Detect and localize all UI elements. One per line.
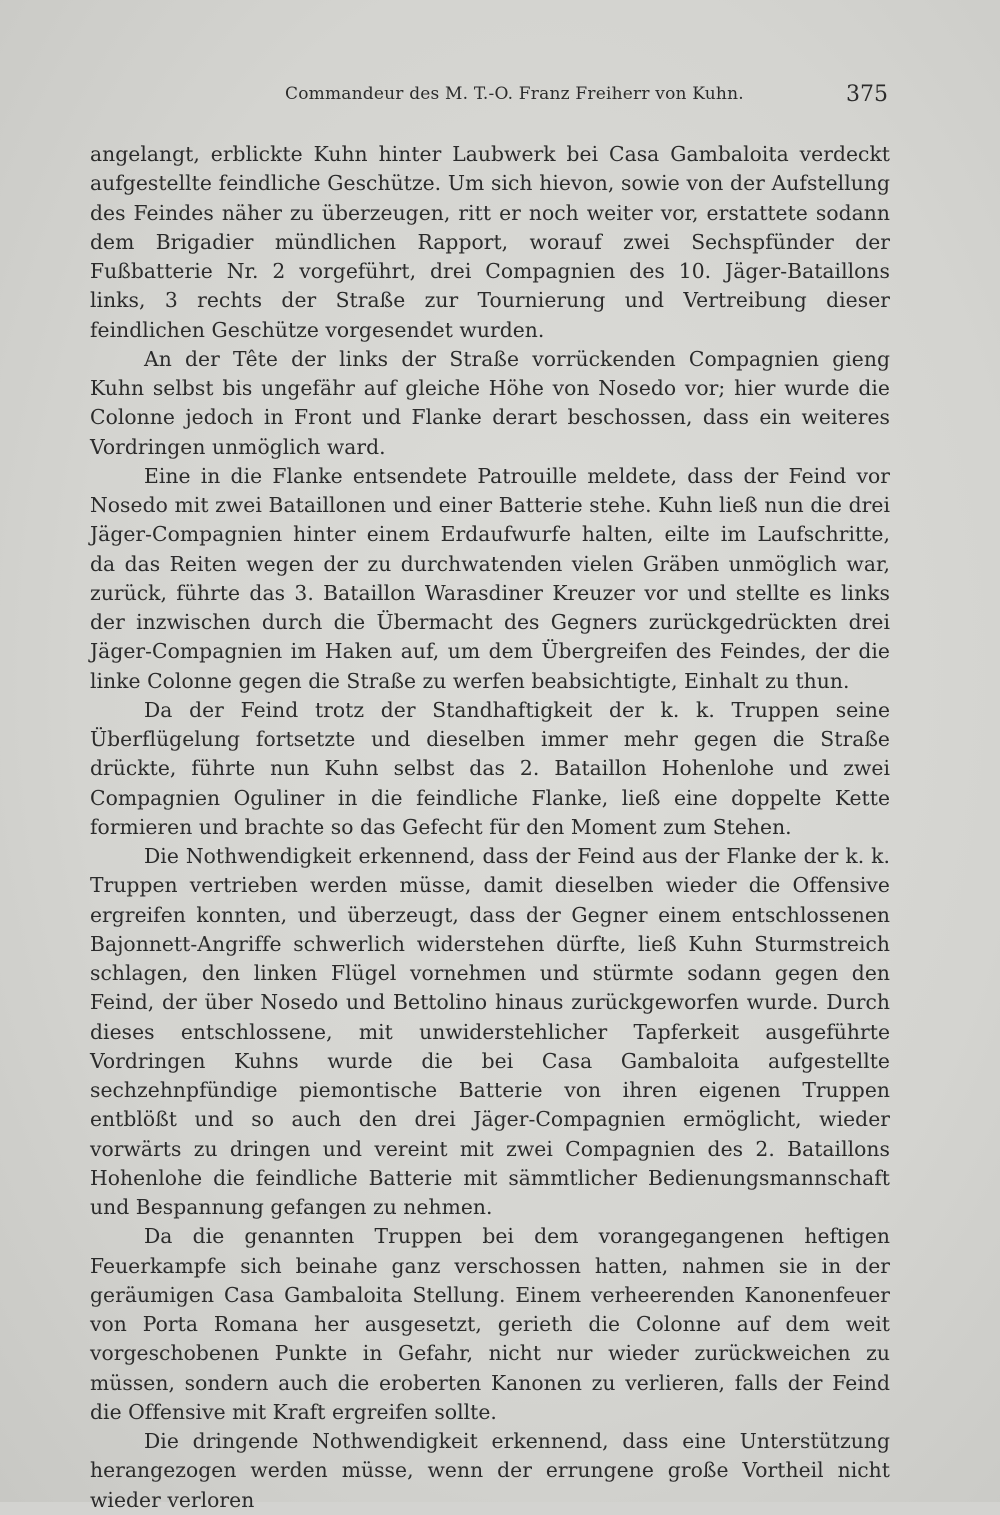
paragraph: Die Nothwendigkeit erkennend, dass der Feind aus der Flanke der k. k. Truppen vertrieben werden müsse, damit dieselben wieder die Offensive ergreifen konnten, und überzeugt, dass der Gegner einem entschlossenen Bajonnett-Angriffe schwerlich widerstehen dürfte, ließ Kuhn Sturmstreich schlagen, den linken Flügel vornehmen und stürmte sodann gegen den Feind, der über Nosedo und Bettolino hinaus zurückgeworfen wurde. Durch dieses entschlossene, mit unwiderstehlicher Tapferkeit ausgeführte Vordringen Kuhns wurde die bei Casa Gambaloita aufgestellte sechzehnpfündige piemontische Batterie von ihren eigenen Truppen entblößt und so auch den drei Jäger-Compagnien ermöglicht, wieder vorwärts zu dringen und vereint mit zwei Compagnien des 2. Bataillons Hohenlohe die feindliche Batterie mit sämmtlicher Bedienungsmannschaft und Bespannung gefangen zu nehmen. bbox=[90, 844, 890, 1219]
paragraph: Eine in die Flanke entsendete Patrouille meldete, dass der Feind vor Nosedo mit zwei Bataillonen und einer Batterie stehe. Kuhn ließ nun die drei Jäger-Compagnien hinter einem Erdaufwurfe halten, eilte im Laufschritte, da das Reiten wegen der zu durchwatenden vielen Gräben unmöglich war, zurück, führte das 3. Bataillon Warasdiner Kreuzer vor und stellte es links der inzwischen durch die Übermacht des Gegners zurückgedrückten drei Jäger-Compagnien im Haken auf, um dem Übergreifen des Feindes, der die linke Colonne gegen die Straße zu werfen beabsichtigte, Einhalt zu thun. bbox=[90, 463, 890, 693]
running-title: Commandeur des M. T.-O. Franz Freiherr von Kuhn. bbox=[285, 84, 744, 104]
page-header bbox=[90, 84, 890, 114]
paragraph: Die dringende Nothwendigkeit erkennend, dass eine Unterstützung herangezogen werden müsse, wenn der errungene große Vortheil nicht wieder verloren bbox=[90, 1429, 890, 1512]
paragraph: angelangt, erblickte Kuhn hinter Laubwerk bei Casa Gambaloita verdeckt aufgestellte feindliche Geschütze. Um sich hievon, sowie von der Aufstellung des Feindes näher zu überzeugen, ritt er noch weiter vor, erstattete sodann dem Brigadier mündlichen Rapport, worauf zwei Sechspfünder der Fußbatterie Nr. 2 vorgeführt, drei Compagnien des 10. Jäger-Bataillons links, 3 rechts der Straße zur Tournierung und Vertreibung dieser feindlichen Geschütze vorgesendet wurden. bbox=[90, 142, 890, 342]
paragraph: Da die genannten Truppen bei dem vorangegangenen heftigen Feuerkampfe sich beinahe ganz verschossen hatten, nahmen sie in der geräumigen Casa Gambaloita Stellung. Einem verheerenden Kanonenfeuer von Porta Romana her ausgesetzt, gerieth die Colonne auf dem weit vorgeschobenen Punkte in Gefahr, nicht nur wieder zurückweichen zu müssen, sondern auch die eroberten Kanonen zu verlieren, falls der Feind die Offensive mit Kraft ergreifen sollte. bbox=[90, 1224, 890, 1424]
body-text bbox=[90, 140, 890, 1515]
paragraph: Da der Feind trotz der Standhaftigkeit der k. k. Truppen seine Überflügelung fortsetzte und dieselben immer mehr gegen die Straße drückte, führte nun Kuhn selbst das 2. Bataillon Hohenlohe und zwei Compagnien Oguliner in die feindliche Flanke, ließ eine doppelte Kette formieren und brachte so das Gefecht für den Moment zum Stehen. bbox=[90, 697, 890, 839]
page-number: 375 bbox=[846, 82, 888, 107]
paragraph: An der Tête der links der Straße vorrückenden Compagnien gieng Kuhn selbst bis ungefähr auf gleiche Höhe von Nosedo vor; hier wurde die Colonne jedoch in Front und Flanke derart beschossen, dass ein weiteres Vordringen unmöglich ward. bbox=[90, 346, 890, 459]
